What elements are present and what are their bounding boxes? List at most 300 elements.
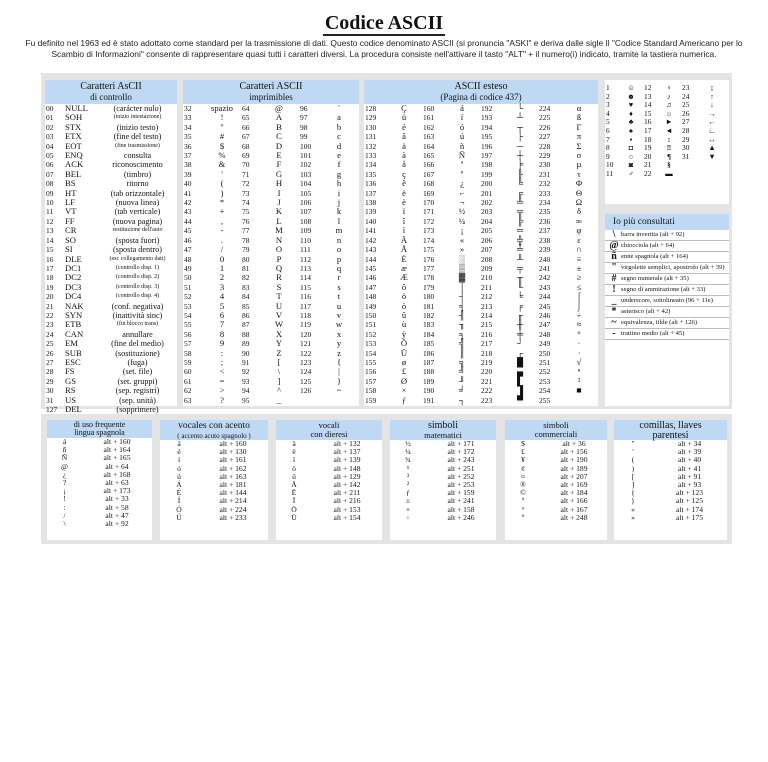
control-row [45,405,177,414]
quotes-header [614,420,727,440]
symbols-row-cell: 14 [644,100,652,110]
accents-row [160,514,268,522]
printable-row-cell: 105 [300,188,312,198]
math-header [390,420,496,440]
printable-row-cell: 119 [300,320,311,330]
extended-row-cell: ╬ [516,234,524,245]
symbols-row-cell: § [667,160,671,170]
extended-row-cell: ∞ [575,215,583,226]
printable-row-cell: P [276,253,282,264]
extended-row-cell: Σ [576,140,582,151]
dieresis-row [276,448,382,456]
extended-row-cell: ┘ [516,338,524,349]
control-row-cell: 12 [46,216,54,226]
extended-row-cell: 143 [365,245,377,255]
extended-row-cell: ø [401,356,407,367]
control-row-cell: SO [65,234,76,245]
printable-row-cell: 7 [219,319,225,330]
extended-row-cell: · [577,347,581,358]
extended-row-cell: 148 [365,292,377,302]
commercial-table [505,440,607,522]
frequent-symbol: * [611,306,617,317]
printable-row-cell: 2 [219,272,225,283]
extended-row-cell: 136 [365,179,377,189]
control-row-cell: consulta [123,151,152,161]
extended-row-cell: 179 [423,282,435,292]
extended-row-cell: 252 [539,367,551,377]
extended-row-cell: 131 [365,132,377,142]
extended-row-cell: 213 [481,301,493,311]
printable-row-cell: 37 [184,151,192,161]
extended-row-cell: É [401,253,407,264]
printable-row-cell: 48 [184,254,192,264]
extended-row-cell: ▓ [458,272,466,283]
printable-row-cell: 81 [242,263,250,273]
control-row-cell: (conf. negativa) [111,301,164,311]
dieresis-header [276,420,382,440]
symbols-row-cell: ∟ [708,125,716,135]
symbols-row-cell: 18 [644,134,652,144]
symbols-row-cell: ▲ [708,143,716,153]
math-row-cell: alt + 159 [447,488,475,498]
control-row-cell: 20 [46,292,54,302]
printable-row [183,132,359,141]
extended-row-cell: 219 [481,357,493,367]
extended-row-cell: 253 [539,376,551,386]
control-row-cell: (tab orizzontale) [110,188,165,198]
extended-row-cell: ï [402,206,406,217]
dieresis-row-cell: ä [292,439,296,448]
control-row-cell: SI [65,244,73,255]
frequent-label: segno numerale (alt + 35) [621,275,689,282]
extended-row-cell: 130 [365,122,377,132]
symbols-row-cell: ♀ [666,83,672,92]
dieresis-row-cell: alt + 139 [333,455,361,465]
extended-row-cell: µ [576,159,582,170]
extended-row-cell: 247 [539,320,551,330]
extended-row-cell: ─ [516,140,524,151]
extended-row-cell: 170 [423,198,435,208]
extended-row-cell: ╟ [516,168,524,179]
extended-row-cell: 204 [481,216,493,226]
frequent-symbol: ñ [611,251,617,262]
frequent-label: underscore, sottolineato (96 + 11e) [621,297,713,304]
printable-row-cell: s [337,281,341,292]
printable-row-cell: " [220,121,224,132]
control-row-cell: BEL [65,168,82,179]
printable-row-cell: w [335,319,343,330]
spanish-row-cell: alt + 160 [103,437,131,446]
printable-row-cell: r [337,272,341,283]
extended-row-cell: 189 [423,376,435,386]
extended-row [364,132,598,141]
printable-row [183,179,359,188]
dieresis-row-cell: Ä [291,480,297,490]
printable-row-cell: H [275,178,283,189]
extended-row-cell: ▄ [516,366,524,377]
printable-row-cell: 92 [242,367,250,377]
spanish-row-cell: : [63,502,66,512]
extended-row-cell: 158 [365,386,377,396]
printable-row-cell: O [275,244,283,255]
extended-row-cell: 163 [423,132,435,142]
math-title: simboli [427,420,458,431]
symbols-row-cell: 3 [606,100,610,110]
printable-row [183,283,359,292]
control-row-cell: (controllo disp. 3) [115,283,160,290]
extended-row-cell: ╛ [458,385,466,396]
extended-row-cell: 231 [539,169,551,179]
printable-row-cell: 0 [219,253,225,264]
printable-row-cell: _ [276,394,282,405]
spanish-row-cell: \ [63,519,66,529]
control-row-cell: 01 [46,113,54,123]
printable-row-cell: x [336,328,342,339]
control-header [45,80,177,104]
symbols-row-cell: ▼ [708,151,716,161]
spanish-row-cell: alt + 168 [103,469,131,479]
extended-row-cell: è [402,197,406,208]
extended-row-cell: ⁿ [577,366,581,377]
control-row-cell: 18 [46,273,54,283]
extended-row-cell: 200 [481,179,493,189]
printable-row-cell: 110 [300,235,311,245]
symbols-row-cell: 13 [644,91,652,101]
symbols-row-cell: 31 [682,151,690,161]
accents-row [160,448,268,456]
extended-row-cell: ╣ [458,338,466,349]
control-table-box [45,80,177,414]
printable-row-cell: 91 [242,357,250,367]
symbols-row-cell: 9 [606,151,610,161]
printable-row-cell: & [218,159,226,170]
spanish-header [47,420,152,438]
extended-row-cell: 243 [539,282,551,292]
frequent-box [605,214,729,406]
quotes-row-cell: alt + 91 [677,471,702,481]
extended-row-cell: ä [402,140,406,151]
extended-row-cell: ┤ [458,291,466,302]
extended-row-cell: Ω [575,197,583,208]
commercial-row-cell: $ [521,439,525,448]
commercial-row-cell: alt + 169 [560,480,588,490]
commercial-row-cell: ¤ [521,471,525,481]
printable-row-cell: # [219,131,225,142]
printable-row-cell: ? [220,394,224,405]
control-row-cell: DEL [65,404,82,414]
accents-row-cell: Á [176,480,182,490]
commercial-row [505,497,607,505]
printable-row-cell: b [336,121,342,132]
symbols-row-cell: 2 [606,91,610,101]
frequent-item [605,252,729,263]
symbols-row-cell [681,161,695,170]
extended-row-cell: ⌡ [576,300,582,311]
extended-row-cell: 165 [423,151,435,161]
extended-row-cell: 201 [481,188,493,198]
printable-row [183,123,359,132]
quotes-row-cell: « [631,504,635,514]
extended-row-cell: 206 [481,235,493,245]
printable-row [183,330,359,339]
printable-row-cell: = [219,375,225,386]
extended-row-cell: ÿ [401,328,407,339]
quotes-row-cell: ' [632,447,634,457]
printable-row-cell: | [338,366,340,377]
printable-row-cell: ( [220,178,224,189]
quotes-row-cell: ) [631,463,635,473]
symbols-row-cell: ◘ [628,143,634,153]
control-row-cell: DC4 [65,291,82,302]
quotes-row-cell: alt + 39 [677,447,702,457]
accents-table [160,440,268,522]
quotes-row-cell: { [631,488,635,498]
printable-row-cell: 53 [184,301,192,311]
printable-row [183,142,359,151]
symbols-row-cell: ‼ [666,143,672,153]
extended-row-cell: 174 [423,235,435,245]
control-row-cell: ACK [65,159,84,170]
extended-row-cell: │ [458,281,466,292]
accents-row-cell: alt + 161 [219,455,247,465]
printable-row-cell: 63 [184,395,192,405]
extended-row-cell: í [460,112,464,123]
extended-row-cell: ñ [459,140,465,151]
extended-row-cell: 155 [365,357,377,367]
printable-row-cell: 126 [300,386,312,396]
extended-row-cell: Ç [401,103,407,113]
symbols-row-cell: 16 [644,117,652,127]
printable-row-cell: 98 [300,122,308,132]
extended-row-cell: ú [459,131,465,142]
printable-row-cell: 94 [242,386,250,396]
extended-row-cell: 150 [365,310,377,320]
dieresis-row-cell: Ü [291,512,297,522]
printable-row-cell: k [336,206,342,217]
dieresis-row [276,489,382,497]
control-title: Caratteri AsCII [80,81,142,92]
printable-row [183,349,359,358]
math-row-cell: ¼ [405,447,411,457]
printable-row-cell: ' [221,168,223,179]
printable-row-cell: 33 [184,113,192,123]
symbols-row-cell: 28 [682,125,690,135]
symbols-table [605,84,729,179]
extended-row-cell: 139 [365,207,377,217]
printable-row-cell: v [336,309,342,320]
printable-row-cell: 109 [300,226,312,236]
extended-row [364,292,598,301]
control-row-cell: (sopprimere) [116,405,159,414]
symbols-row-cell: 23 [682,83,690,92]
printable-row-cell: @ [275,103,283,113]
extended-row-cell: 249 [539,339,551,349]
control-row-cell: (controllo disp. 4) [115,293,160,300]
printable-row-cell: ` [337,103,341,113]
extended-row-cell: 162 [423,122,435,132]
printable-row-cell: 54 [184,310,192,320]
control-row-cell: (controllo disp. 1) [115,264,160,271]
printable-row-cell: 113 [300,263,311,273]
extended-row-cell: 225 [539,113,551,123]
control-row-cell: ETB [65,319,82,330]
control-row-cell: DC1 [65,262,82,273]
printable-row-cell: 116 [300,292,311,302]
printable-row-cell: 102 [300,160,312,170]
control-row-cell: riconoscimento [112,160,163,170]
printable-row-cell: M [275,225,283,236]
extended-row-cell: φ [576,225,582,236]
printable-row-cell: T [276,291,282,302]
printable-row [183,273,359,282]
quotes-row-cell: ] [631,480,635,490]
printable-row-cell: 39 [184,169,192,179]
extended-row-cell: ├ [516,131,524,142]
commercial-row-cell: alt + 166 [560,496,588,506]
printable-row-cell: 58 [184,348,192,358]
extended-row-cell: £ [401,366,407,377]
commercial-row-cell: alt + 156 [560,447,588,457]
printable-row-cell: 90 [242,348,250,358]
printable-row-cell: X [275,328,283,339]
printable-row-cell: 120 [300,329,312,339]
symbols-row-cell [695,161,729,170]
commercial-row-cell: ¢ [521,463,525,473]
control-row-cell: 27 [46,357,54,367]
control-row-cell: 14 [46,235,54,245]
commercial-row-cell: alt + 207 [560,471,588,481]
printable-row-cell: 4 [219,291,225,302]
spanish-row [47,520,152,528]
extended-row-cell: 228 [539,141,551,151]
control-row-cell: EM [65,338,78,349]
printable-row [183,245,359,254]
extended-row-cell: ╤ [516,262,524,273]
extended-row-cell: 242 [539,273,551,283]
printable-row-cell: 72 [242,179,250,189]
printable-row-cell: B [276,121,282,132]
extended-row-cell: ô [401,281,407,292]
printable-row-cell: [ [277,356,281,367]
extended-row [364,255,598,264]
extended-row-cell: 227 [539,132,551,142]
extended-row-cell: ß [576,112,582,123]
printable-row-cell: 100 [300,141,312,151]
accents-row-cell: í [177,455,181,465]
printable-row-cell: 35 [184,132,192,142]
accents-row-cell: alt + 233 [219,512,247,522]
control-row-cell: (fin blocco trans) [116,321,159,328]
extended-row-cell: 197 [481,151,493,161]
extended-row-cell: ┼ [516,150,524,161]
printable-row-cell: C [276,131,282,142]
extended-row-cell: 192 [481,104,493,113]
extended-row-cell: 233 [539,188,551,198]
control-row-cell: FF [65,215,75,226]
extended-row-cell: 138 [365,198,377,208]
dieresis-row-cell: Ë [291,488,297,498]
printable-row-cell: 122 [300,348,312,358]
control-row-cell: 04 [46,141,54,151]
quotes-row-cell: [ [631,471,635,481]
spanish-row-cell: ? [62,478,67,488]
printable-row-cell: Q [275,262,283,273]
extended-row-cell: 202 [481,198,493,208]
frequent-symbol: " [611,262,617,273]
extended-row-cell: 248 [539,329,551,339]
commercial-row-cell: alt + 248 [560,512,588,522]
accents-subtitle: ( accento acuto spagnolo ) [177,432,251,440]
control-row-cell: 26 [46,348,54,358]
printable-row-cell: < [219,366,225,377]
quotes-row-cell: ( [631,455,635,465]
printable-row-cell: R [276,272,282,283]
frequent-item [605,307,729,318]
commercial-row-cell: alt + 184 [560,488,588,498]
frequent-symbol: ~ [611,317,617,328]
accents-row-cell: alt + 181 [219,480,247,490]
extended-row-cell: ε [577,234,581,245]
quotes-row-cell: alt + 175 [675,512,704,522]
accents-row [160,489,268,497]
extended-row [364,358,598,367]
control-row-cell: (tab verticale) [114,207,161,217]
printable-row-cell: U [275,300,283,311]
extended-row-cell: 226 [539,122,551,132]
accents-title: vocales con acento [178,421,250,431]
extended-row-cell: 134 [365,160,377,170]
printable-row-cell: Y [275,338,283,349]
extended-table [364,104,598,405]
accents-row-cell: Ó [176,504,182,514]
extended-row-cell: å [402,159,406,170]
extended-row-cell: 159 [365,395,377,405]
extended-row-cell: 220 [481,367,493,377]
printable-row-cell: 61 [184,376,192,386]
control-row-cell: 24 [46,329,54,339]
control-row-cell: (fine trasmissione) [115,142,160,149]
extended-row-cell: î [402,215,406,226]
extended-row [364,396,598,405]
printable-row [183,113,359,122]
extended-title: ASCII esteso [454,81,508,92]
extended-row-cell: ç [402,168,406,179]
extended-row-cell: 193 [481,113,493,123]
printable-row-cell: o [336,244,342,255]
symbols-row-cell: ☺ [627,83,635,92]
extended-row-cell: ì [402,225,406,236]
control-row-cell: 09 [46,188,54,198]
dieresis-row-cell: alt + 211 [333,488,361,498]
printable-row-cell: * [219,197,225,208]
extended-row-cell: 172 [423,216,435,226]
printable-row-cell: i [337,187,341,198]
extended-row [364,207,598,216]
control-row-cell: 28 [46,367,54,377]
symbols-table-box [605,80,729,204]
control-row-cell: FS [65,366,75,377]
math-row-cell: alt + 172 [447,447,475,457]
printable-row-cell: 68 [242,141,250,151]
extended-row-cell: ▀ [516,394,524,405]
control-row-cell: GS [65,375,76,386]
printable-row-cell: spazio [211,103,233,113]
quotes-row [614,465,727,473]
symbols-row-cell: 4 [606,108,610,118]
symbols-row-cell: ♦ [629,108,633,118]
extended-row-cell: æ [401,262,407,273]
extended-row-cell: ∩ [575,244,583,255]
